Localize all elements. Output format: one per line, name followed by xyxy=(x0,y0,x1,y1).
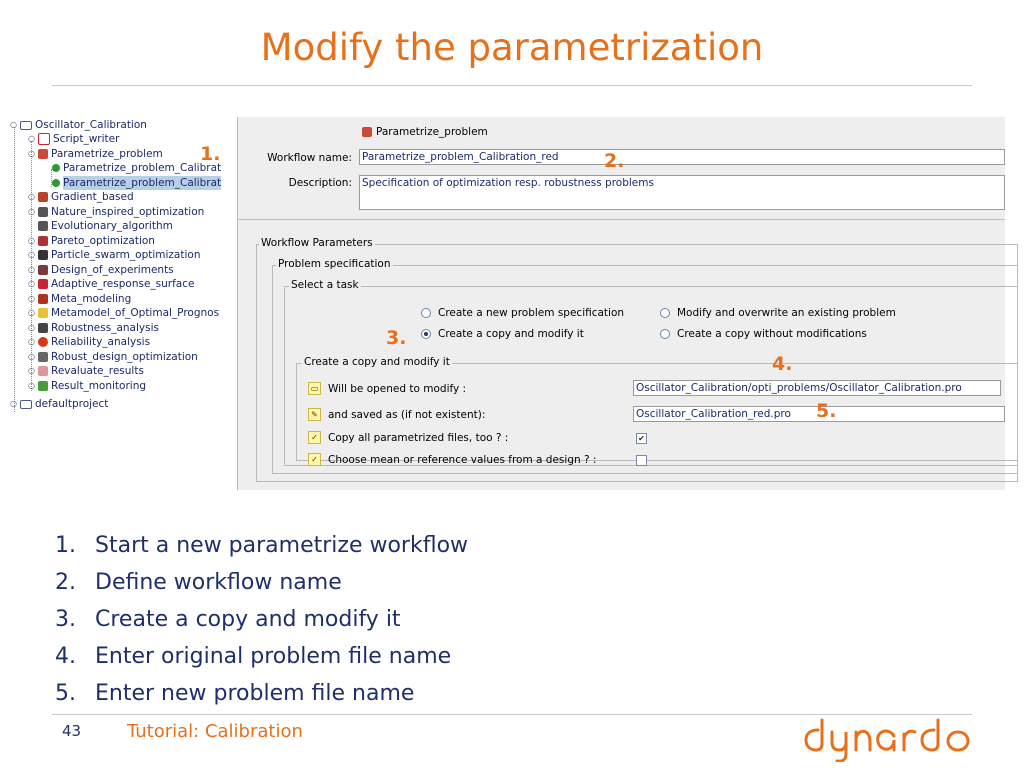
radio-copy-modify[interactable]: Create a copy and modify it xyxy=(421,328,584,340)
problem-specification-label: Problem specification xyxy=(278,258,391,270)
workflow-form-panel xyxy=(237,117,1005,490)
tree-item-nature-inspired-optimization[interactable]: ○ Nature_inspired_optimization xyxy=(28,206,205,218)
callout-1: 1. xyxy=(200,143,221,165)
callout-4: 4. xyxy=(772,353,793,375)
robust-design-icon xyxy=(38,352,48,362)
tree-item-evolutionary-algorithm[interactable]: Evolutionary_algorithm xyxy=(28,219,173,233)
pareto-icon xyxy=(38,236,48,246)
tree-item-reliability-analysis[interactable]: ○ Reliability_analysis xyxy=(28,336,151,348)
parametrize-icon xyxy=(38,149,48,159)
radio-copy-no-modifications[interactable]: Create a copy without modifications xyxy=(660,328,867,340)
check-icon: ✓ xyxy=(308,453,321,466)
swarm-icon xyxy=(38,250,48,260)
list-item: 1. Start a new parametrize workflow xyxy=(55,533,469,558)
copy-modify-group-label: Create a copy and modify it xyxy=(304,356,450,368)
green-dot-icon xyxy=(52,164,60,172)
tree-item-revaluate-results[interactable]: ○ Revaluate_results xyxy=(28,365,144,377)
callout-5: 5. xyxy=(816,400,837,422)
radio-modify-overwrite[interactable]: Modify and overwrite an existing problem xyxy=(660,307,896,319)
description-label: Description: xyxy=(288,177,352,189)
footer-title: Tutorial: Calibration xyxy=(127,721,303,742)
steps-list xyxy=(55,527,468,712)
slide-title: Modify the parametrization xyxy=(260,26,764,69)
tree-item-robustness-analysis[interactable]: ○ Robustness_analysis xyxy=(28,322,159,334)
revaluate-icon xyxy=(38,366,48,376)
description-input[interactable]: Specification of optimization resp. robustness problems xyxy=(359,175,1005,210)
tree-item-metamodel-of-optimal-prognosis[interactable]: ○ Metamodel_of_Optimal_Prognos xyxy=(28,307,220,319)
mean-values-checkbox[interactable] xyxy=(636,455,647,466)
open-file-input[interactable]: Oscillator_Calibration/opti_problems/Oscillator_Calibration.pro xyxy=(633,380,1001,396)
tree-item-gradient-based[interactable]: ○ Gradient_based xyxy=(28,191,134,203)
tree-item-adaptive-response-surface[interactable]: ○ Adaptive_response_surface xyxy=(28,278,195,290)
radio-checked-icon xyxy=(421,329,431,339)
meta-icon xyxy=(38,294,48,304)
list-item: 2. Define workflow name xyxy=(55,570,342,595)
title-divider xyxy=(52,85,972,86)
workflow-name-label: Workflow name: xyxy=(267,152,352,164)
list-item: 3. Create a copy and modify it xyxy=(55,607,401,632)
select-task-label: Select a task xyxy=(291,279,359,291)
tree-item-parametrize-problem[interactable]: ○ Parametrize_problem xyxy=(28,148,163,160)
reliability-icon xyxy=(38,337,48,347)
copy-files-checkbox[interactable]: ✔ xyxy=(636,433,647,444)
parametrize-icon xyxy=(362,127,372,137)
tree-item-pareto-optimization[interactable]: ○ Pareto_optimization xyxy=(28,235,155,247)
script-icon xyxy=(38,133,50,145)
saved-label-row: ✎ and saved as (if not existent): xyxy=(308,408,485,421)
form-separator xyxy=(238,219,1005,220)
tree-item-result-monitoring[interactable]: ○ Result_monitoring xyxy=(28,380,147,392)
open-label-row: ▭ Will be opened to modify : xyxy=(308,382,466,395)
copy-files-row: ✓ Copy all parametrized files, too ? : xyxy=(308,431,508,444)
tree-item-defaultproject[interactable]: ○ defaultproject xyxy=(10,398,109,410)
dynardo-logo xyxy=(802,712,974,762)
folder-icon xyxy=(20,121,32,130)
workflow-parameters-label: Workflow Parameters xyxy=(261,237,373,249)
tree-item-parametrize-problem-calibration[interactable]: Parametrize_problem_Calibrat xyxy=(52,161,221,175)
tree-item-particle-swarm-optimization[interactable]: ○ Particle_swarm_optimization xyxy=(28,249,201,261)
doe-icon xyxy=(38,265,48,275)
tree-item-design-of-experiments[interactable]: ○ Design_of_experiments xyxy=(28,264,174,276)
check-icon: ✓ xyxy=(308,431,321,444)
list-item: 5. Enter new problem file name xyxy=(55,681,415,706)
saved-file-input[interactable]: Oscillator_Calibration_red.pro xyxy=(633,406,1005,422)
callout-2: 2. xyxy=(604,150,625,172)
folder-open-icon: ▭ xyxy=(308,382,321,395)
radio-unchecked-icon xyxy=(421,308,431,318)
nature-icon xyxy=(38,207,48,217)
tree-item-meta-modeling[interactable]: ○ Meta_modeling xyxy=(28,293,132,305)
mop-icon xyxy=(38,308,48,318)
form-header-title: Parametrize_problem xyxy=(376,126,488,138)
list-item: 4. Enter original problem file name xyxy=(55,644,452,669)
mean-values-row: ✓ Choose mean or reference values from a design ? : xyxy=(308,453,596,466)
tree-item-parametrize-problem-calibration-red[interactable]: Parametrize_problem_Calibrat xyxy=(52,176,221,190)
callout-3: 3. xyxy=(386,327,407,349)
evolution-icon xyxy=(38,221,48,231)
gradient-icon xyxy=(38,192,48,202)
folder-icon xyxy=(20,400,32,409)
workflow-name-input[interactable]: Parametrize_problem_Calibration_red xyxy=(359,149,1005,165)
pencil-icon: ✎ xyxy=(308,408,321,421)
page-number: 43 xyxy=(62,722,82,740)
monitoring-icon xyxy=(38,381,48,391)
radio-unchecked-icon xyxy=(660,308,670,318)
tree-item-script-writer[interactable]: ○ Script_writer xyxy=(28,133,120,145)
tree-item-oscillator-calibration[interactable]: ○ Oscillator_Calibration xyxy=(10,119,147,131)
radio-unchecked-icon xyxy=(660,329,670,339)
surface-icon xyxy=(38,279,48,289)
robustness-icon xyxy=(38,323,48,333)
tree-item-robust-design-optimization[interactable]: ○ Robust_design_optimization xyxy=(28,351,198,363)
form-header xyxy=(362,126,488,138)
radio-create-new[interactable]: Create a new problem specification xyxy=(421,307,624,319)
green-dot-icon xyxy=(52,179,60,187)
